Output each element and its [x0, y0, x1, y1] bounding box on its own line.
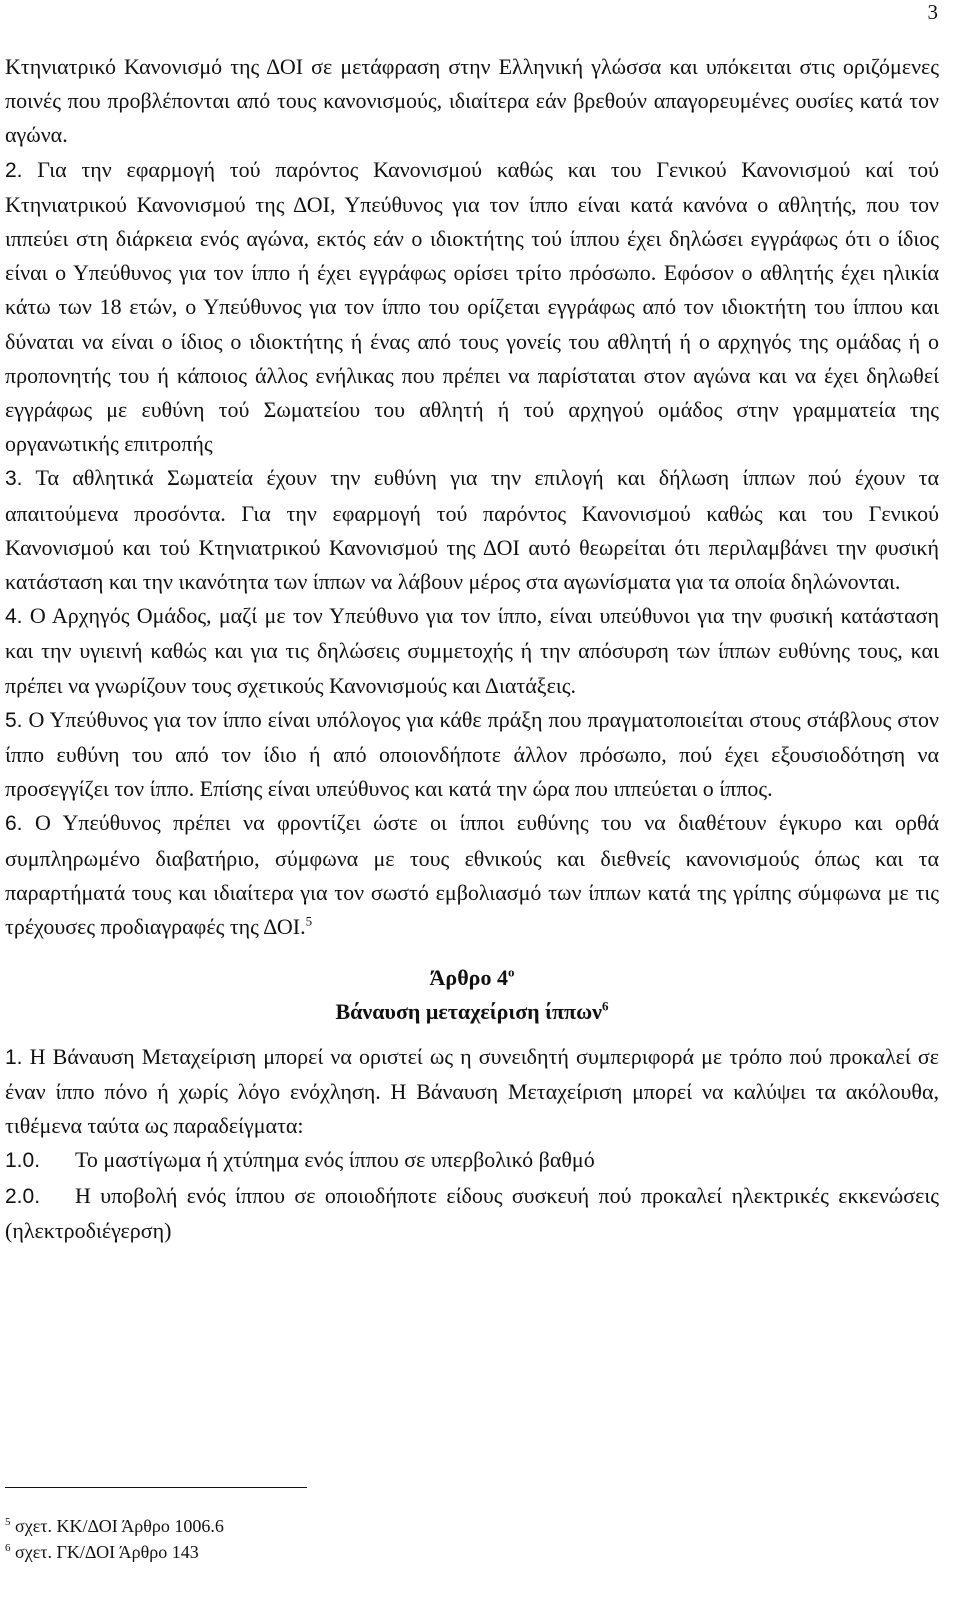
body-text — [5, 50, 939, 1248]
paragraph-2 — [5, 153, 939, 462]
paragraph-3 — [5, 461, 939, 599]
article-subparagraph-1-0 — [5, 1143, 939, 1178]
footnote-reference: 6 — [602, 999, 609, 1015]
article-subparagraph-2-0 — [5, 1179, 939, 1248]
footnote-divider — [5, 1487, 307, 1488]
paragraph-text: Ο Υπεύθυνος πρέπει να φροντίζει ώστε οι ίπποι ευθύνης του να διαθέτουν έγκυρο και ορθά συμπληρωμένο διαβατήριο, σύμφωνα με τους εθνικούς και διεθνείς κανονισμούς όπως και τα παραρτήματά τους και ιδιαίτερα για τον σωστό εμβολιασμό των ίππων κατά της γρίπης σύμφωνα με τις τρέχουσες προδιαγραφές της ΔΟΙ. — [5, 810, 940, 940]
paragraph-text: Ο Αρχηγός Ομάδος, μαζί με τον Υπεύθυνο για τον ίππο, είναι υπεύθυνοι για την φυσική κατάσταση και την υγιεινή καθώς και για τις δηλώσεις συμμετοχής ή την απόσυρση των ίππων ευθύνης τους, και πρέπει να γνωρίζουν τους σχετικούς Κανονισμούς και Διατάξεις. — [5, 603, 939, 698]
paragraph-5 — [5, 703, 939, 807]
paragraph-number: 2. — [5, 158, 23, 182]
paragraph-text: Η Βάναυση Μεταχείριση μπορεί να οριστεί ως η συνειδητή συμπεριφορά με τρόπο πού προκαλεί σε έναν ίππο πόνο ή χωρίς λόγο ενόχληση. Η Βάναυση Μεταχείριση μπορεί να καλύψει τα ακόλουθα, τιθέμενα ταύτα ως παραδείγματα: — [5, 1043, 940, 1139]
footnote-number: 6 — [5, 1542, 11, 1554]
footnote — [5, 1513, 224, 1539]
page-number: 3 — [927, 0, 938, 24]
paragraph-6 — [5, 806, 939, 944]
subparagraph-number: 1.0. — [5, 1149, 41, 1173]
paragraph-number: 5. — [5, 708, 23, 732]
footnote-number: 5 — [5, 1516, 11, 1528]
subparagraph-text: Το μαστίγωμα ή χτύπημα ενός ίππου σε υπερβολικό βαθμό — [75, 1147, 595, 1173]
footnote-text: σχετ. ΓΚ/ΔΟΙ Άρθρο 143 — [15, 1542, 199, 1562]
paragraph-number: 6. — [5, 812, 23, 836]
paragraph-text: Τα αθλητικά Σωματεία έχουν την ευθύνη για την επιλογή και δήλωση ίππων πού έχουν τα απαιτούμενα προσόντα. Για την εφαρμογή τού παρόντος Κανονισμού καθώς και του Γενικού Κανονισμού και τού Κτηνιατρικού Κανονισμού της ΔΟΙ αυτό θεωρείται ότι περιλαμβάνει την φυσική κατάσταση και την ικανότητα των ίππων να λάβουν μέρος στα αγωνίσματα για τα οποία δηλώνονται. — [5, 465, 939, 595]
article-title-text: Άρθρο 4 — [429, 965, 508, 991]
article-title — [5, 961, 939, 995]
paragraph-continuation — [5, 50, 939, 153]
article-subtitle-text: Βάναυση μεταχείριση ίππων — [335, 999, 602, 1025]
paragraph-number: 1. — [5, 1045, 23, 1069]
paragraph-4 — [5, 599, 939, 703]
article-paragraph-1 — [5, 1040, 939, 1144]
footnotes — [5, 1513, 224, 1565]
article-title-superscript: ο — [507, 964, 515, 980]
paragraph-text: Ο Υπεύθυνος για τον ίππο είναι υπόλογος για κάθε πράξη που πραγματοποιείται στους στάβλους στον ίππο ευθύνη του από τον ίδιο ή από οποιονδήποτε άλλον πρόσωπο, πού έχει εξουσιοδότηση να προσεγγίζει τον ίππο. Επίσης είναι υπεύθυνος και κατά την ώρα που ιππεύεται ο ίππος. — [5, 706, 939, 802]
footnote-reference: 5 — [305, 913, 313, 929]
subparagraph-text: Η υποβολή ενός ίππου σε οποιοδήποτε είδους συσκευή πού προκαλεί ηλεκτρικές εκκενώσεις (ηλεκτροδιέγερση) — [5, 1182, 939, 1243]
paragraph-text: Κτηνιατρικό Κανονισμό της ΔΟΙ σε μετάφραση στην Ελληνική γλώσσα και υπόκειται στις οριζόμενες ποινές που προβλέπονται από τους κανονισμούς, ιδιαίτερα εάν βρεθούν απαγορευμένες ουσίες κατά τον αγώνα. — [5, 54, 939, 148]
paragraph-number: 4. — [5, 605, 23, 629]
footnote-text: σχετ. ΚΚ/ΔΟΙ Άρθρο 1006.6 — [15, 1516, 224, 1536]
footnote — [5, 1539, 224, 1565]
article-subtitle — [5, 995, 939, 1029]
paragraph-number: 3. — [5, 467, 23, 491]
subparagraph-number: 2.0. — [5, 1184, 41, 1208]
paragraph-text: Για την εφαρμογή τού παρόντος Κανονισμού καθώς και του Γενικού Κανονισμού καί τού Κτηνιατρικού Κανονισμού της ΔΟΙ, Υπεύθυνος για τον ίππο είναι κατά κανόνα ο αθλητής, που τον ιππεύει στη διάρκεια ενός αγώνα, εκτός εάν ο ιδιοκτήτης τού ίππου έχει δηλώσει εγγράφως ότι ο ίδιος είναι ο Υπεύθυνος για τον ίππο ή έχει εγγράφως ορίσει τρίτο πρόσωπο. Εφόσον ο αθλητής έχει ηλικία κάτω των 18 ετών, ο Υπεύθυνος για τον ίππο του ορίζεται εγγράφως από τον ιδιοκτήτη του ίππου και δύναται να είναι ο ίδιος ο ιδιοκτήτης ή ένας από τους γονείς του αθλητή ή ο αρχηγός της ομάδας ή ο προπονητής του ή κάποιος άλλος ενήλικας που πρέπει να παρίσταται στον αγώνα και να έχει δηλωθεί εγγράφως με ευθύνη τού Σωματείου του αθλητή ή τού αρχηγού ομάδος στην γραμματεία της οργανωτικής επιτροπής — [5, 156, 939, 457]
